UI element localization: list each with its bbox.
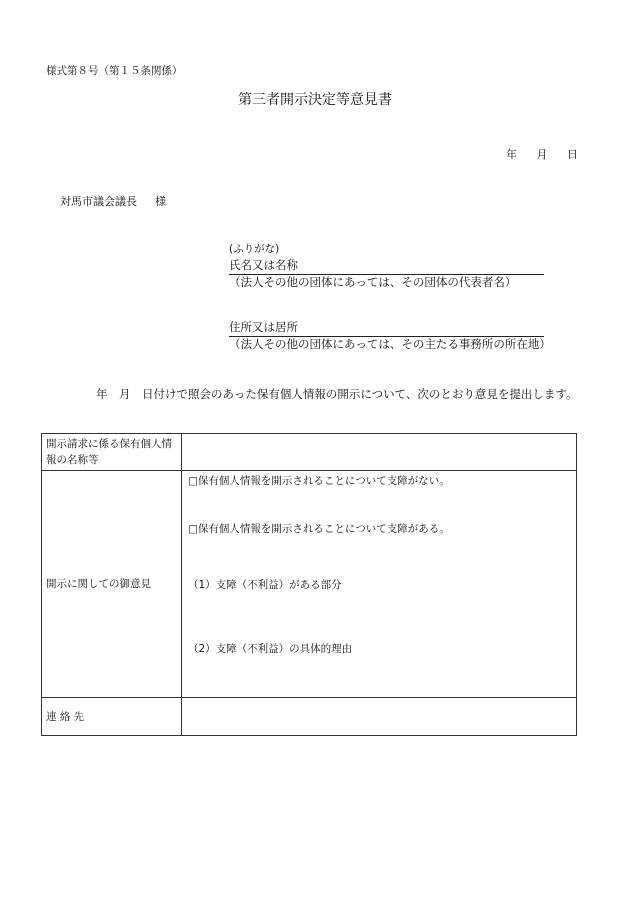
contact-label: 連 絡 先 (42, 698, 182, 736)
date-year: 年 (506, 148, 517, 161)
date-day: 日 (567, 148, 578, 161)
opinion-label: 開示に関しての御意見 (42, 471, 182, 698)
opinion-cell (182, 471, 577, 698)
checkbox-issue[interactable]: □保有個人情報を開示されることについて支障がある。 (188, 523, 450, 535)
date-month: 月 (536, 148, 548, 161)
item-problem-part: （1）支障（不利益）がある部分 (188, 579, 342, 591)
item-problem-reason: （2）支障（不利益）の具体的理由 (188, 643, 353, 655)
contact-cell[interactable] (182, 698, 577, 736)
request-info-label: 開示請求に係る保有個人情報の名称等 (42, 434, 182, 471)
checkbox-no-issue[interactable]: □保有個人情報を開示されることについて支障がない。 (188, 475, 450, 487)
statement-text: 年 月 日付けで照会のあった保有個人情報の開示について、次のとおり意見を提出します。 (96, 387, 578, 401)
request-info-cell[interactable] (182, 434, 577, 471)
table-row (42, 434, 577, 471)
addressee (60, 193, 166, 209)
name-field[interactable] (229, 257, 544, 275)
addressee-name: 対馬市議会議長 (60, 195, 137, 208)
opinion-table (41, 433, 577, 736)
document-title: 第三者開示決定等意見書 (238, 92, 392, 108)
addressee-honorific: 様 (155, 195, 166, 208)
name-note: （法人その他の団体にあっては、その団体の代表者名） (229, 275, 517, 289)
furigana-label: (ふりがな) (229, 243, 280, 255)
form-number: 様式第８号（第１５条関係） (46, 65, 183, 77)
name-label: 氏名又は名称 (229, 258, 298, 272)
table-row (42, 471, 577, 698)
address-field[interactable] (229, 319, 544, 337)
address-label: 住所又は居所 (229, 320, 298, 334)
date-line (490, 146, 578, 162)
address-note: （法人その他の団体にあっては、その主たる事務所の所在地） (229, 337, 551, 351)
table-row (42, 698, 577, 736)
